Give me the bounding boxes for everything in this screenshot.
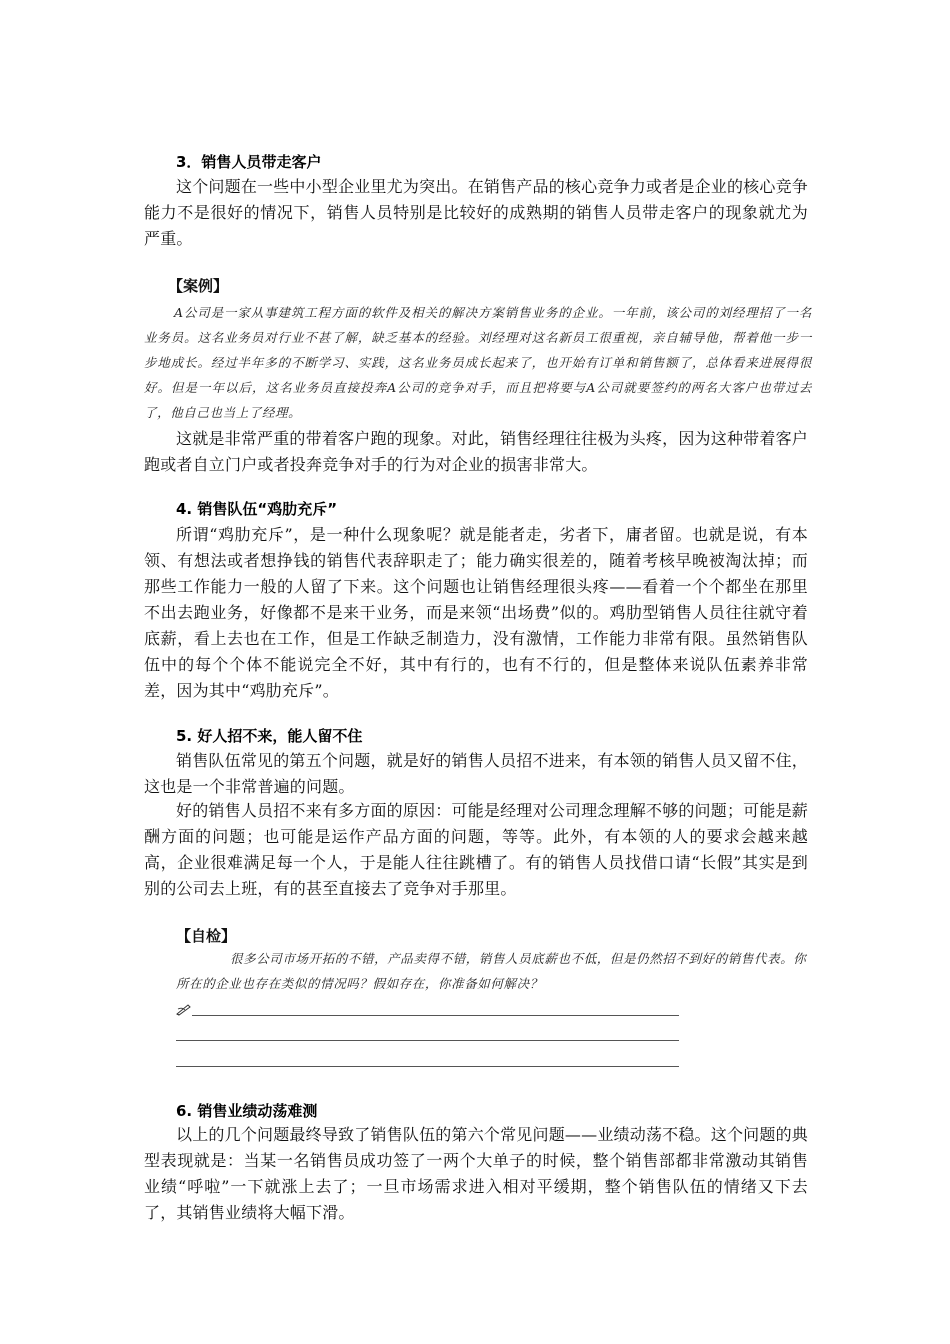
self-check-tag: 【自检】 bbox=[176, 927, 237, 945]
section-3-paragraph-2: 这就是非常严重的带着客户跑的现象。对此，销售经理往往极为头疼，因为这种带着客户跑或者自立门户或者投奔竞争对手的行为对企业的损害非常大。 bbox=[144, 429, 808, 474]
section-5-heading: 5. 好人招不来，能人留不住 bbox=[176, 727, 363, 745]
section-4-heading: 4. 销售队伍“鸡肋充斥” bbox=[176, 500, 338, 518]
pen-icon bbox=[176, 1002, 192, 1016]
section-6-heading: 6. 销售业绩动荡难测 bbox=[176, 1102, 318, 1120]
section-5-paragraph-2: 好的销售人员招不来有多方面的原因：可能是经理对公司理念理解不够的问题；可能是薪酬方面的问题；也可能是运作产品方面的问题，等等。此外，有本领的人的要求会越来越高，企业很难满足每一个人，于是能人往往跳槽了。有的销售人员找借口请“长假”其实是到别的公司去上班，有的甚至直接去了竞争对手那里。 bbox=[144, 801, 808, 898]
self-check-text: 很多公司市场开拓的不错，产品卖得不错，销售人员底薪也不低，但是仍然招不到好的销售代表。你所在的企业也存在类似的情况吗？假如存在，你准备如何解决？ bbox=[176, 951, 807, 991]
case-tag: 【案例】 bbox=[168, 277, 229, 295]
section-3-paragraph-1: 这个问题在一些中小型企业里尤为突出。在销售产品的核心竞争力或者是企业的核心竞争能力不是很好的情况下，销售人员特别是比较好的成熟期的销售人员带走客户的现象就尤为严重。 bbox=[144, 177, 808, 248]
section-4-paragraph-1: 所谓“鸡肋充斥”，是一种什么现象呢？就是能者走，劣者下，庸者留。也就是说，有本领、有想法或者想挣钱的销售代表辞职走了；能力确实很差的，随着考核早晚被淘汰掉；而那些工作能力一般的人留了下来。这个问题也让销售经理很头疼——看着一个个都坐在那里不出去跑业务，好像都不是来干业务，而是来领“出场费”似的。鸡肋型销售人员往往就守着底薪，看上去也在工作，但是工作缺乏制造力，没有激情，工作能力非常有限。虽然销售队伍中的每个个体不能说完全不好，其中有行的，也有不行的，但是整体来说队伍素养非常差，因为其中“鸡肋充斥”。 bbox=[144, 525, 808, 700]
answer-line[interactable] bbox=[176, 1040, 679, 1041]
answer-line[interactable] bbox=[176, 1066, 679, 1067]
answer-line[interactable] bbox=[192, 1015, 679, 1016]
section-3-heading: 3．销售人员带走客户 bbox=[176, 153, 322, 171]
section-6-paragraph-1: 以上的几个问题最终导致了销售队伍的第六个常见问题——业绩动荡不稳。这个问题的典型表现就是：当某一名销售员成功签了一两个大单子的时候，整个销售部都非常激动其销售业绩“呼啦”一下就涨上去了；一旦市场需求进入相对平缓期，整个销售队伍的情绪又下去了，其销售业绩将大幅下滑。 bbox=[144, 1125, 808, 1222]
case-text: A公司是一家从事建筑工程方面的软件及相关的解决方案销售业务的企业。一年前，该公司的刘经理招了一名业务员。这名业务员对行业不甚了解，缺乏基本的经验。刘经理对这名新员工很重视，亲自辅导他，帮着他一步一步地成长。经过半年多的不断学习、实践，这名业务员成长起来了，也开始有订单和销售额了，总体看来进展得很好。但是一年以后，这名业务员直接投奔A公司的竞争对手，而且把将要与A公司就要签约的两名大客户也带过去了，他自己也当上了经理。 bbox=[144, 305, 812, 420]
section-5-paragraph-1: 销售队伍常见的第五个问题，就是好的销售人员招不进来，有本领的销售人员又留不住，这也是一个非常普遍的问题。 bbox=[144, 751, 808, 796]
